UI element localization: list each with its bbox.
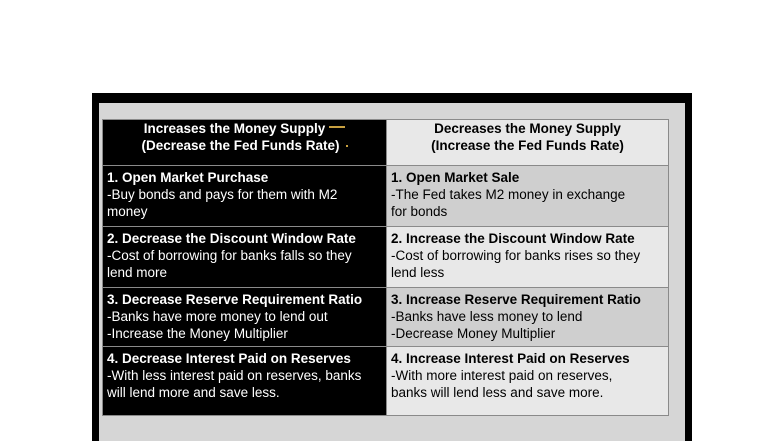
- right-cell-title: 3. Increase Reserve Requirement Ratio: [391, 292, 641, 307]
- right-cell: [387, 347, 669, 416]
- right-cell-line: -Banks have less money to lend: [391, 309, 583, 324]
- left-header-line1: Increases the Money Supply: [143, 121, 326, 136]
- left-cell-line: money: [107, 204, 148, 219]
- table-row: [103, 347, 669, 416]
- left-cell-line: -Cost of borrowing for banks falls so they: [107, 248, 352, 263]
- left-cell-line: -With less interest paid on reserves, banks: [107, 368, 362, 383]
- right-cell-line: banks will lend less and save more.: [391, 385, 604, 400]
- right-cell-line: -The Fed takes M2 money in exchange: [391, 187, 626, 202]
- right-cell-line: -Decrease Money Multiplier: [391, 326, 556, 341]
- table-row: [103, 166, 669, 227]
- left-cell: [103, 347, 387, 416]
- left-cell: [103, 288, 387, 347]
- right-cell-line: -With more interest paid on reserves,: [391, 368, 613, 383]
- right-cell-line: -Cost of borrowing for banks rises so they: [391, 248, 641, 263]
- header-row: [103, 120, 669, 166]
- left-header-line2: (Decrease the Fed Funds Rate): [141, 138, 340, 153]
- left-cell-line: -Increase the Money Multiplier: [107, 326, 288, 341]
- right-header-cell: [387, 120, 669, 166]
- right-cell-line: for bonds: [391, 204, 448, 219]
- left-cell-title: 4. Decrease Interest Paid on Reserves: [107, 351, 351, 366]
- left-cell: [103, 227, 387, 288]
- left-header-cell: [103, 120, 387, 166]
- left-cell-title: 2. Decrease the Discount Window Rate: [107, 231, 356, 246]
- left-cell-line: -Buy bonds and pays for them with M2: [107, 187, 338, 202]
- right-cell-title: 2. Increase the Discount Window Rate: [391, 231, 635, 246]
- dot-icon: [346, 145, 348, 147]
- money-supply-table: [102, 119, 669, 416]
- right-cell-title: 1. Open Market Sale: [391, 170, 520, 185]
- left-cell-title: 3. Decrease Reserve Requirement Ratio: [107, 292, 363, 307]
- arrow-icon: [329, 126, 345, 128]
- right-header-line1: Decreases the Money Supply: [434, 121, 621, 136]
- right-cell-line: lend less: [391, 265, 445, 280]
- table-row: [103, 288, 669, 347]
- right-cell: [387, 288, 669, 347]
- left-cell-line: -Banks have more money to lend out: [107, 309, 328, 324]
- right-cell: [387, 166, 669, 227]
- table-row: [103, 227, 669, 288]
- left-cell-line: will lend more and save less.: [107, 385, 280, 400]
- left-cell: [103, 166, 387, 227]
- right-cell: [387, 227, 669, 288]
- left-cell-line: lend more: [107, 265, 168, 280]
- left-cell-title: 1. Open Market Purchase: [107, 170, 269, 185]
- right-header-line2: (Increase the Fed Funds Rate): [431, 138, 624, 153]
- right-cell-title: 4. Increase Interest Paid on Reserves: [391, 351, 630, 366]
